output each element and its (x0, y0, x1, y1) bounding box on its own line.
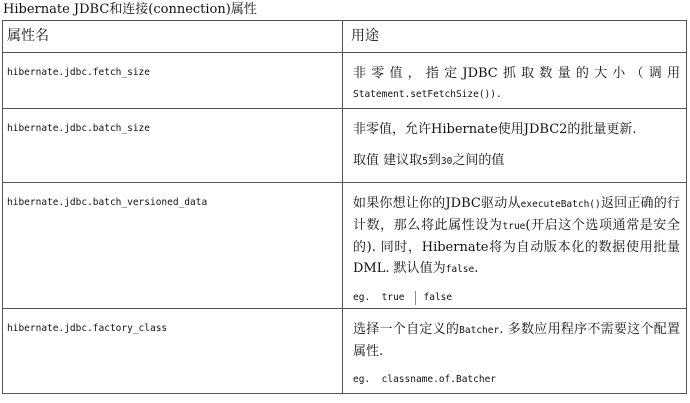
property-usage-cell (343, 183, 687, 309)
usage-text: 非零值，指定JDBC抓取数量的大小（调用 (353, 66, 680, 81)
property-name: hibernate.jdbc.batch_size (7, 123, 150, 134)
property-name-cell (3, 309, 343, 394)
property-usage-cell (343, 309, 687, 394)
table-row (3, 183, 687, 309)
option-separator (415, 291, 416, 305)
example-value: classname.of.Batcher (381, 374, 497, 385)
usage-code: Statement.setFetchSize()). (353, 89, 502, 100)
header-usage: 用途 (343, 21, 687, 53)
usage-text: 如果你想让你的JDBC驱动从executeBatch()返回正确的行计数，那么将此属性设为true(开启这个选项通常是安全的). 同时，Hibernate将为自动版本化的数据使用批量DML. 默认值为false. (353, 196, 680, 276)
properties-table (2, 20, 687, 394)
usage-value-range: 取值 建议取5到30之间的值 (353, 153, 505, 168)
table-caption: Hibernate JDBC和连接(connection)属性 (3, 2, 257, 17)
property-name-cell (3, 109, 343, 183)
property-usage-cell (343, 53, 687, 109)
property-name: hibernate.jdbc.factory_class (7, 323, 168, 334)
table-header-row (3, 21, 687, 53)
table-row (3, 309, 687, 394)
example-option-true: true (381, 292, 405, 303)
usage-example: eg. classname.of.Batcher (353, 374, 497, 385)
usage-example: eg. true false (353, 292, 453, 303)
usage-text: 选择一个自定义的Batcher. 多数应用程序不需要这个配置属性. (353, 322, 680, 359)
property-usage-cell (343, 109, 687, 183)
header-property-name: 属性名 (3, 21, 343, 53)
property-name: hibernate.jdbc.fetch_size (7, 67, 150, 78)
property-name-cell (3, 183, 343, 309)
usage-text: 非零值，允许Hibernate使用JDBC2的批量更新. (353, 122, 637, 137)
property-name: hibernate.jdbc.batch_versioned_data (7, 197, 208, 208)
table-row (3, 53, 687, 109)
example-option-false: false (423, 292, 453, 303)
table-row (3, 109, 687, 183)
property-name-cell (3, 53, 343, 109)
